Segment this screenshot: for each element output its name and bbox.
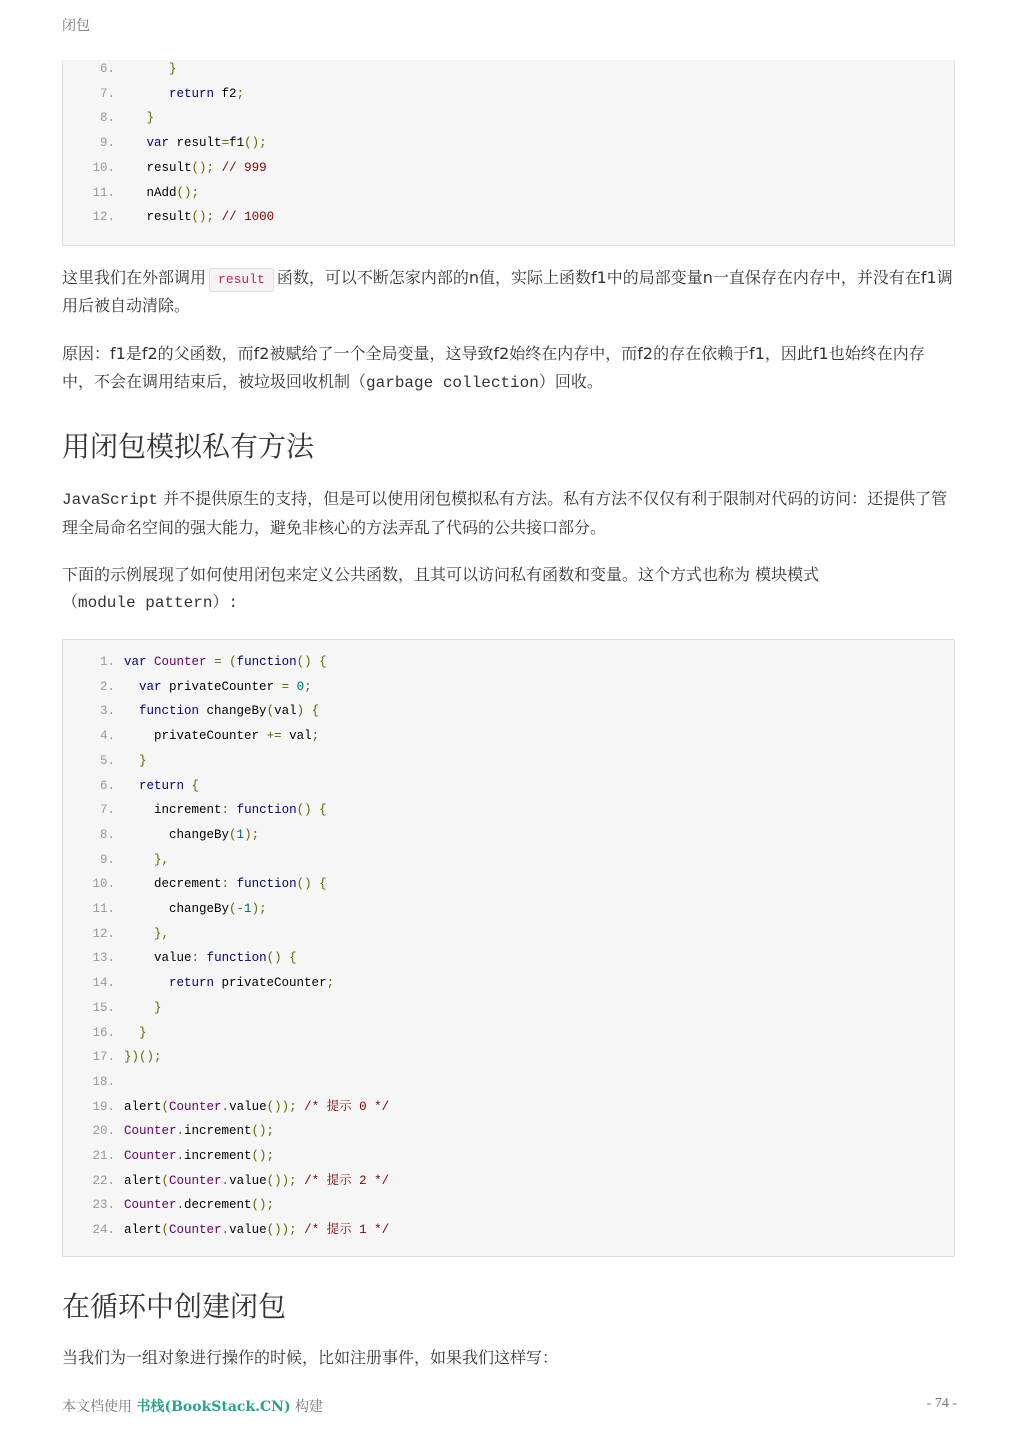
code-text: decrement: function() { bbox=[154, 877, 327, 892]
code-block-counter-module bbox=[62, 639, 955, 1257]
line-number: 11. bbox=[92, 185, 115, 200]
code-line bbox=[63, 158, 954, 178]
footer-credit bbox=[62, 1396, 323, 1416]
code-line bbox=[63, 800, 954, 820]
code-line bbox=[63, 1121, 954, 1141]
line-number: 1. bbox=[99, 655, 115, 669]
inline-code-garbage-collection: garbage collection bbox=[366, 374, 539, 392]
footer-text: 构建 bbox=[290, 1399, 324, 1415]
paragraph-result-explanation bbox=[62, 264, 956, 320]
line-number: 22. bbox=[92, 1173, 115, 1188]
code-text: result(); // 1000 bbox=[146, 210, 275, 225]
code-text: } bbox=[139, 753, 147, 768]
line-number: 21. bbox=[92, 1149, 115, 1163]
code-line bbox=[63, 1220, 954, 1240]
paragraph-text: ）回收。 bbox=[538, 372, 603, 391]
paragraph-text: 并不提供原生的支持，但是可以使用闭包模拟私有方法。私有方法不仅仅有利于限制对代码的访问：还提供了管理全局命名空间的强大能力，避免非核心的方法弄乱了代码的公共接口部分。 bbox=[62, 489, 948, 537]
line-number: 7. bbox=[99, 803, 115, 818]
line-number: 24. bbox=[92, 1223, 115, 1238]
code-line bbox=[63, 751, 954, 771]
code-text: } bbox=[169, 62, 177, 76]
line-number: 13. bbox=[92, 951, 115, 966]
code-text: } bbox=[154, 1000, 162, 1015]
paragraph-javascript-private bbox=[62, 485, 956, 542]
code-line bbox=[63, 701, 954, 721]
code-line bbox=[63, 874, 954, 894]
line-number: 2. bbox=[99, 679, 115, 694]
line-number: 15. bbox=[92, 1000, 115, 1015]
line-number: 18. bbox=[92, 1074, 115, 1089]
line-number: 10. bbox=[92, 877, 115, 892]
code-line bbox=[63, 1023, 954, 1043]
code-text: } bbox=[139, 1025, 147, 1040]
line-number: 10. bbox=[92, 160, 115, 175]
line-number: 3. bbox=[99, 704, 115, 719]
section-heading-loop-closures: 在循环中创建闭包 bbox=[62, 1290, 287, 1323]
code-text: })(); bbox=[124, 1050, 162, 1065]
code-text: var privateCounter = 0; bbox=[139, 679, 312, 694]
code-text: return privateCounter; bbox=[169, 976, 335, 991]
code-text: } bbox=[146, 111, 155, 126]
line-number: 5. bbox=[99, 753, 115, 768]
inline-code-module-pattern: （module pattern）: bbox=[62, 594, 239, 612]
code-text: alert(Counter.value()); /* 提示 0 */ bbox=[124, 1099, 390, 1114]
line-number: 4. bbox=[99, 729, 115, 744]
code-line bbox=[63, 825, 954, 845]
paragraph-reason bbox=[62, 340, 956, 397]
code-line bbox=[63, 1171, 954, 1191]
code-text: result(); // 999 bbox=[146, 160, 267, 175]
running-header: 闭包 bbox=[62, 18, 90, 34]
code-line bbox=[63, 677, 954, 697]
code-text: Counter.decrement(); bbox=[124, 1198, 275, 1213]
code-line bbox=[63, 652, 954, 672]
code-line bbox=[63, 998, 954, 1018]
code-text: Counter.increment(); bbox=[124, 1124, 275, 1139]
line-number: 17. bbox=[92, 1050, 115, 1065]
paragraph-text: 下面的示例展现了如何使用闭包来定义公共函数，且其可以访问私有函数和变量。这个方式也称为 模块模式 bbox=[62, 565, 820, 584]
code-block-closure-example bbox=[62, 60, 955, 246]
code-text: Counter.increment(); bbox=[124, 1149, 275, 1163]
line-number: 6. bbox=[99, 778, 115, 793]
line-number: 8. bbox=[99, 111, 115, 126]
code-line bbox=[63, 850, 954, 870]
footer-brand-link[interactable]: 书栈(BookStack.CN) bbox=[136, 1399, 291, 1415]
code-text: return { bbox=[139, 778, 200, 793]
code-line bbox=[63, 726, 954, 746]
paragraph-loop-intro: 当我们为一组对象进行操作的时候，比如注册事件，如果我们这样写： bbox=[62, 1348, 559, 1367]
code-text: changeBy(-1); bbox=[169, 902, 267, 916]
code-text: var Counter = (function() { bbox=[124, 655, 327, 669]
code-text: changeBy(1); bbox=[169, 827, 260, 842]
line-number: 12. bbox=[92, 926, 115, 941]
line-number: 11. bbox=[92, 902, 115, 916]
line-number: 12. bbox=[92, 210, 115, 225]
code-line bbox=[63, 924, 954, 944]
page-number: - 74 - bbox=[926, 1396, 957, 1411]
code-line bbox=[63, 776, 954, 796]
code-text: function changeBy(val) { bbox=[139, 704, 320, 719]
footer-text: 本文档使用 bbox=[62, 1399, 137, 1415]
code-line bbox=[63, 1072, 954, 1092]
code-line bbox=[63, 207, 954, 227]
line-number: 6. bbox=[99, 62, 115, 76]
code-line bbox=[63, 108, 954, 128]
code-line bbox=[63, 899, 954, 919]
code-text: var result=f1(); bbox=[146, 136, 267, 151]
paragraph-text: 函数，可以不断怎家内部的n值，实际上函数f1中的局部变量n一直保存在内存中，并没有在f1调用后被自动清除。 bbox=[62, 268, 953, 315]
code-text: alert(Counter.value()); /* 提示 2 */ bbox=[124, 1173, 390, 1188]
inline-code-result: result bbox=[209, 268, 274, 292]
line-number: 16. bbox=[92, 1025, 115, 1040]
code-text: nAdd(); bbox=[146, 185, 200, 200]
code-line bbox=[63, 1047, 954, 1067]
code-text: }, bbox=[154, 852, 170, 867]
inline-code-javascript: JavaScript bbox=[62, 491, 159, 509]
paragraph-text: 原因：f1是f2的父函数，而f2被赋给了一个全局变量，这导致f2始终在内存中，而f2的存在依赖于f1，因此f1也始终在内存中，不会在调用结束后，被垃圾回收机制（ bbox=[62, 344, 925, 391]
code-text: }, bbox=[154, 926, 170, 941]
code-text: privateCounter += val; bbox=[154, 729, 320, 744]
line-number: 20. bbox=[92, 1124, 115, 1139]
line-number: 23. bbox=[92, 1198, 115, 1213]
line-number: 8. bbox=[99, 827, 115, 842]
code-line bbox=[63, 133, 954, 153]
code-line bbox=[63, 1146, 954, 1166]
code-text: return f2; bbox=[169, 86, 245, 101]
paragraph-text: 这里我们在外部调用 bbox=[62, 268, 207, 287]
line-number: 7. bbox=[99, 86, 115, 101]
line-number: 14. bbox=[92, 976, 115, 991]
paragraph-module-pattern bbox=[62, 561, 956, 617]
code-line bbox=[63, 973, 954, 993]
line-number: 19. bbox=[92, 1099, 115, 1114]
code-line bbox=[63, 948, 954, 968]
line-number: 9. bbox=[99, 852, 115, 867]
code-text: value: function() { bbox=[154, 951, 297, 966]
code-line bbox=[63, 59, 954, 79]
section-heading-private-methods: 用闭包模拟私有方法 bbox=[62, 430, 315, 463]
code-text: increment: function() { bbox=[154, 803, 327, 818]
code-text: alert(Counter.value()); /* 提示 1 */ bbox=[124, 1223, 390, 1238]
code-line bbox=[63, 183, 954, 203]
line-number: 9. bbox=[99, 136, 115, 151]
code-line bbox=[63, 84, 954, 104]
code-line bbox=[63, 1195, 954, 1215]
code-line bbox=[63, 1097, 954, 1117]
